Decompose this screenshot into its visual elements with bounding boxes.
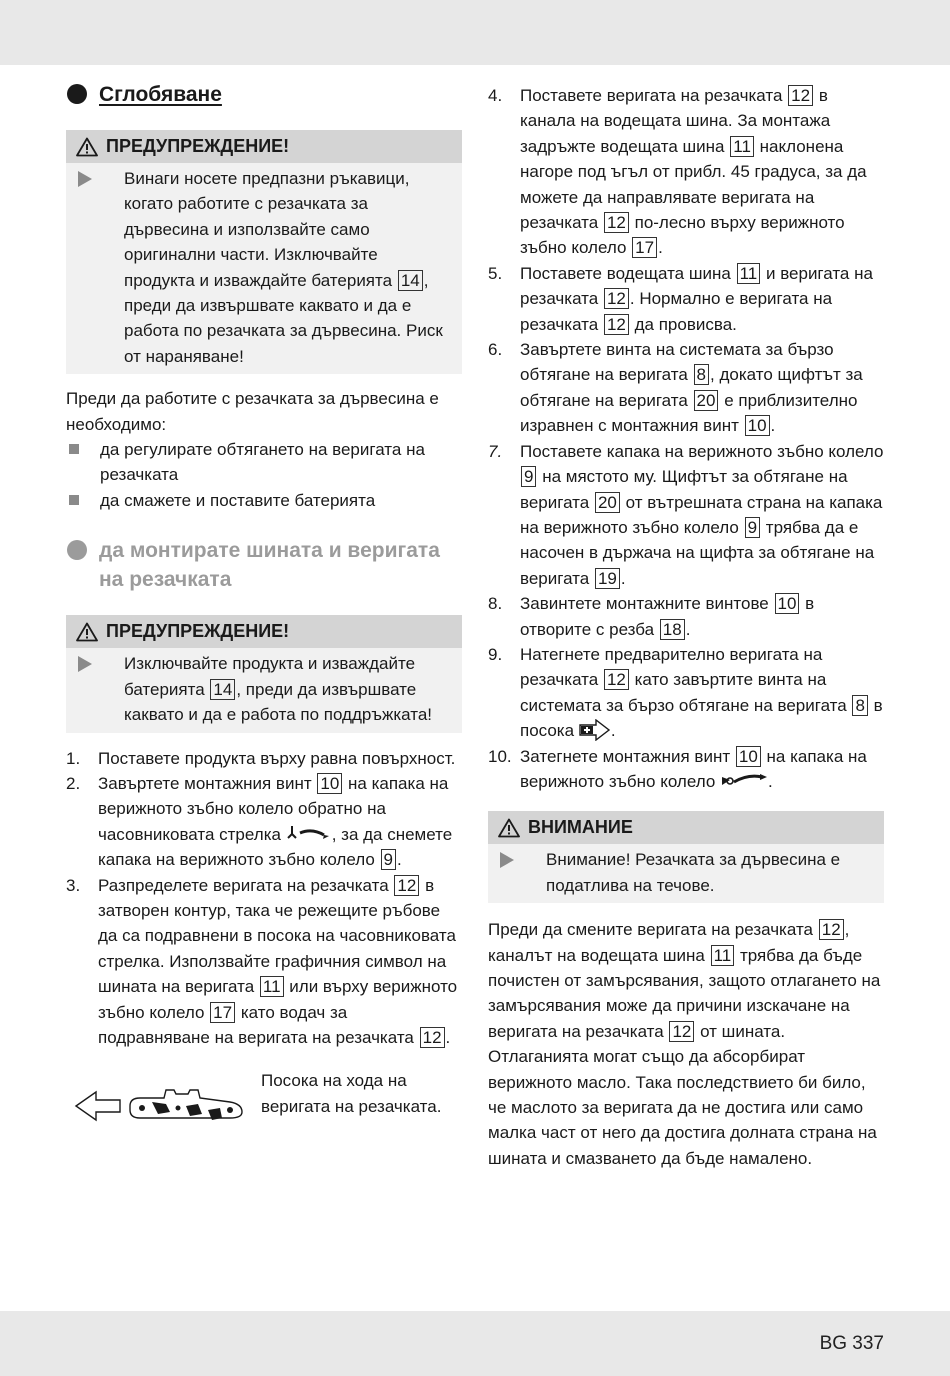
ref-box: 12 <box>420 1027 445 1048</box>
warning-triangle-icon <box>76 622 98 642</box>
ref-box: 14 <box>210 679 235 700</box>
ref-box: 20 <box>694 390 719 411</box>
caution-text: Внимание! Резачката за дървесина е податлива на течове. <box>546 850 841 895</box>
section-heading-mount: да монтирате шината и веригата на резачката <box>66 536 462 594</box>
bullet-dot-icon <box>67 540 87 560</box>
caution-header: ВНИМАНИЕ <box>488 811 884 844</box>
warning-triangle-icon <box>76 137 98 157</box>
warning-header: ПРЕДУПРЕЖДЕНИЕ! <box>66 615 462 648</box>
step-item: 1. Поставете продукта върху равна повърхност. <box>66 748 456 768</box>
figure-caption: Посока на хода на веригата на резачката. <box>261 1071 442 1116</box>
tighten-direction-plus-icon <box>579 719 611 741</box>
step-item: 9. Натегнете предварително веригата на резачката 12 като завъртите винта на системата за бързо обтягане на веригата 8 в посока . <box>488 644 883 741</box>
step-item: 5. Поставете водещата шина 11 и веригата на резачката 12 . Нормално е веригата на резачката 12 да провисва. <box>488 263 873 334</box>
warning-triangle-icon <box>498 818 520 838</box>
ref-box: 12 <box>604 212 629 233</box>
ref-box: 11 <box>737 263 761 284</box>
warning-header: ПРЕДУПРЕЖДЕНИЕ! <box>66 130 462 163</box>
page-number: BG 337 <box>819 1333 884 1354</box>
warning-box <box>66 130 462 374</box>
ref-box: 11 <box>260 976 284 997</box>
step-item: 3. Разпределете веригата на резачката 12 в затворен контур, така че режещите ръбове да са подравнени в посока на часовниковата стрелка. Използвайте графичния символ на шината на веригата 11 или върху верижното зъбно колело 17 като водач за подравняване на веригата на резачката 12 . <box>66 875 458 1047</box>
ref-box: 20 <box>595 492 620 513</box>
ref-box: 12 <box>788 85 813 106</box>
ref-box: 17 <box>632 237 657 258</box>
ref-box: 12 <box>604 314 629 335</box>
ref-box: 10 <box>775 593 800 614</box>
step-item: 4. Поставете веригата на резачката 12 в канала на водещата шина. За монтажа задръжте водещата шина 11 наклонена нагоре под ъгъл от прибл. 45 градуса, за да можете да направлявате веригата на резачката 12 по-лесно върху верижното зъбно колело 17 . <box>488 86 867 258</box>
ref-box: 9 <box>745 517 760 538</box>
ref-box: 14 <box>398 270 423 291</box>
ref-box: 10 <box>745 415 770 436</box>
warning-body <box>66 648 462 732</box>
requirements-list <box>66 437 462 513</box>
ref-box: 12 <box>604 669 629 690</box>
step-item: 2. Завъртете монтажния винт 10 на капака на верижното зъбно колело обратно на часовниковата стрелка , за да снемете капака на верижното зъбно колело 9 . <box>66 773 453 870</box>
list-item: да регулирате обтягането на веригата на резачката <box>66 437 462 488</box>
clockwise-arrow-icon <box>720 771 768 789</box>
play-arrow-icon <box>500 852 528 868</box>
ref-box: 9 <box>381 849 396 870</box>
caution-body <box>488 844 884 903</box>
warning-body <box>66 163 462 374</box>
bottom-bar <box>0 1311 950 1376</box>
ref-box: 11 <box>730 136 754 157</box>
ref-box: 12 <box>819 919 844 940</box>
step-item: 10. Затегнете монтажния винт 10 на капака на верижното зъбно колело . <box>488 746 867 791</box>
steps-list <box>488 83 884 794</box>
chain-change-paragraph: Преди да смените веригата на резачката 12 , каналът на водещата шина 11 трябва да бъде почистен от замърсявания, защото отлагането на замърсявания може да причини изскачане на веригата на резачката 12 от шината. Отлаганията могат също да абсорбират верижното масло. Така последствието би било, че маслото за веригата да не достига или само малка част от него да достига долната страна на шината и смазването да бъде намалено. <box>488 920 881 1168</box>
ref-box: 10 <box>317 773 342 794</box>
ref-box: 17 <box>210 1002 235 1023</box>
warning-box <box>66 615 462 732</box>
ref-box: 12 <box>604 288 629 309</box>
ref-box: 8 <box>694 364 709 385</box>
chain-direction-figure <box>66 1068 462 1144</box>
warning-text: Изключвайте продукта и изваждайте батерията 14 , преди да извършвате каквато и да е работа по поддръжката! <box>124 654 433 725</box>
ref-box: 19 <box>595 568 620 589</box>
section-heading-assembly: Сглобяване <box>66 80 462 109</box>
left-column <box>66 80 462 1144</box>
warning-text: Винаги носете предпазни ръкавици, когато работите с резачката за дървесина и използвайте само оригинални части. Изключвайте продукта и изваждайте батерията 14 , преди да извършвате каквато и да е работа по резачката за дървесина. Риск от нараняване! <box>124 169 443 366</box>
right-column <box>488 83 884 1171</box>
intro-text: Преди да работите с резачката за дървесина е необходимо: <box>66 389 439 434</box>
bullet-dot-icon <box>67 84 87 104</box>
ref-box: 8 <box>852 695 867 716</box>
ref-box: 12 <box>669 1021 694 1042</box>
square-bullet-icon <box>69 495 79 505</box>
ref-box: 10 <box>736 746 761 767</box>
ref-box: 11 <box>711 945 735 966</box>
top-bar <box>0 0 950 65</box>
square-bullet-icon <box>69 444 79 454</box>
step-item: 6. Завъртете винта на системата за бързо обтягане на веригата 8 , докато щифтът за обтягане на веригата 20 е приблизително изравнен с монтажния винт 10 . <box>488 340 863 436</box>
chain-direction-illustration-icon <box>74 1068 264 1144</box>
play-arrow-icon <box>78 171 106 187</box>
play-arrow-icon <box>78 656 106 672</box>
caution-box <box>488 811 884 903</box>
ref-box: 18 <box>660 619 685 640</box>
counterclockwise-arrow-icon <box>286 824 332 842</box>
ref-box: 9 <box>521 466 536 487</box>
step-item: 8. Завинтете монтажните винтове 10 в отворите с резба 18 . <box>488 594 815 639</box>
step-item: 7. Поставете капака на верижното зъбно колело 9 на мястото му. Щифтът за обтягане на веригата 20 от вътрешната страна на капака на верижното зъбно колело 9 трябва да е насочен в държача на щифта за обтягане на веригата 19 . <box>488 441 884 588</box>
ref-box: 12 <box>394 875 419 896</box>
steps-list <box>66 746 462 1051</box>
list-item: да смажете и поставите батерията <box>66 488 462 513</box>
